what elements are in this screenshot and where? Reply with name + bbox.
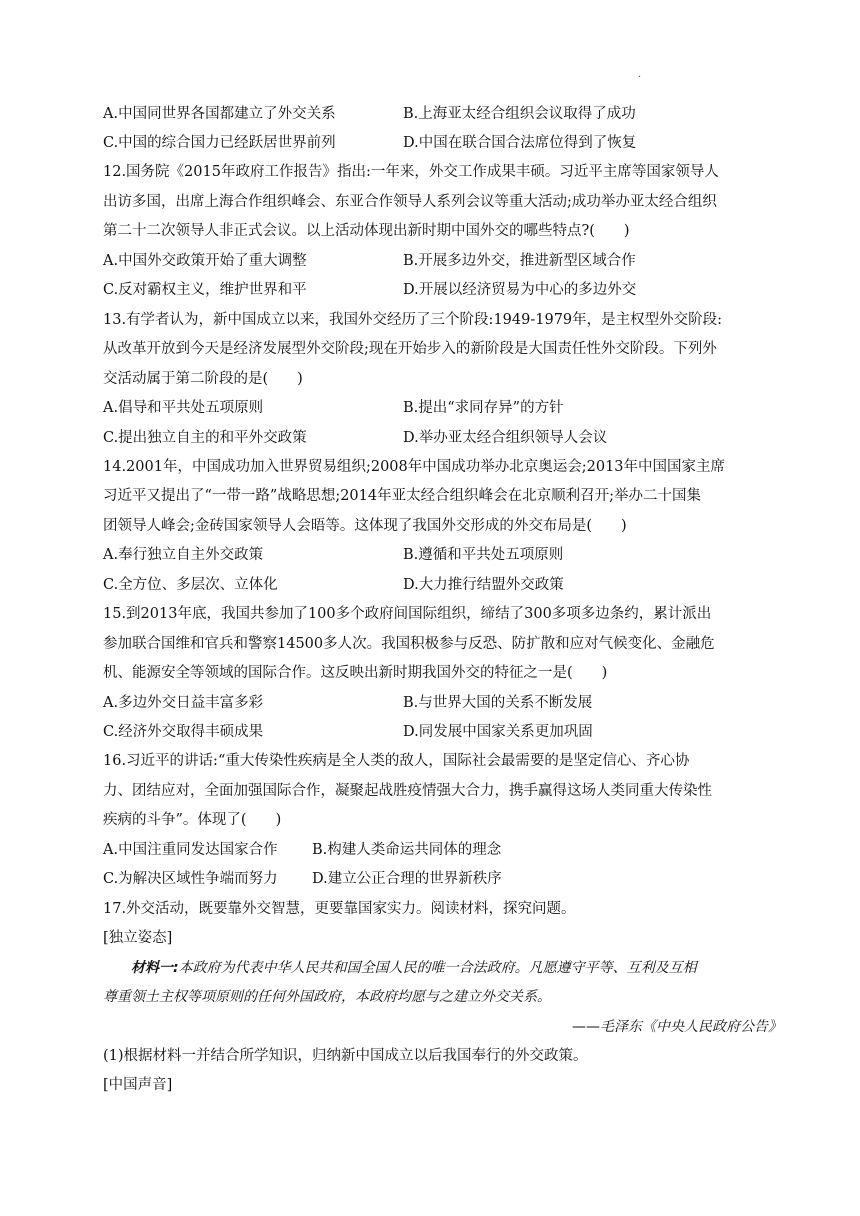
- q12-option-d: D.开展以经济贸易为中心的多边外交: [403, 282, 637, 298]
- q11-option-d: D.中国在联合国合法席位得到了恢复: [403, 135, 637, 151]
- q12-stem-line-3: 第二十二次领导人非正式会议。以上活动体现出新时期中国外交的哪些特点?( ): [103, 223, 630, 239]
- q13-option-c: C.提出独立自主的和平外交政策: [103, 430, 307, 446]
- section-heading-china-voice: [中国声音]: [103, 1077, 173, 1093]
- q12-option-a: A.中国外交政策开始了重大调整: [103, 253, 307, 269]
- q14-stem-line-1: 14.2001年，中国成功加入世界贸易组织;2008年中国成功举办北京奥运会;2013年中国国家主席: [103, 459, 726, 475]
- material-1-line-2: 尊重领土主权等项原则的任何外国政府，本政府均愿与之建立外交关系。: [103, 989, 551, 1005]
- q16-option-b: B.构建人类命运共同体的理念: [312, 842, 502, 858]
- q15-stem-line-2: 参加联合国维和官兵和警察14500多人次。我国积极参与反恐、防扩散和应对气候变化、金融危: [103, 636, 715, 652]
- q16-option-c: C.为解决区域性争端而努力: [103, 871, 278, 887]
- page-mark: ·: [638, 72, 642, 83]
- q15-stem-line-3: 机、能源安全等领域的国际合作。这反映出新时期我国外交的特征之一是( ): [103, 665, 608, 681]
- material-1-text: 本政府为代表中华人民共和国全国人民的唯一合法政府。凡愿遵守平等、互利及互相: [178, 960, 697, 976]
- q14-option-c: C.全方位、多层次、立体化: [103, 577, 278, 593]
- q15-option-a: A.多边外交日益丰富多彩: [103, 695, 264, 711]
- q14-option-b: B.遵循和平共处五项原则: [403, 547, 564, 563]
- q11-option-c: C.中国的综合国力已经跃居世界前列: [103, 135, 336, 151]
- q15-stem-line-1: 15.到2013年底，我国共参加了100多个政府间国际组织，缔结了300多项多边条约，累计派出: [103, 606, 712, 622]
- q14-stem-line-3: 团领导人峰会;金砖国家领导人会晤等。这体现了我国外交形成的外交布局是( ): [103, 518, 627, 534]
- q17-stem: 17.外交活动，既要靠外交智慧，更要靠国家实力。阅读材料，探究问题。: [103, 901, 576, 917]
- q12-option-b: B.开展多边外交，推进新型区域合作: [403, 253, 636, 269]
- q17-subquestion-1: (1)根据材料一并结合所学知识，归纳新中国成立以后我国奉行的外交政策。: [103, 1048, 588, 1064]
- q13-stem-line-2: 从改革开放到今天是经济发展型外交阶段;现在开始步入的新阶段是大国责任性外交阶段。下列外: [103, 341, 717, 357]
- section-heading-independent-stance: [独立姿态]: [103, 930, 173, 946]
- q15-option-b: B.与世界大国的关系不断发展: [403, 695, 593, 711]
- q12-stem-line-2: 出访多国，出席上海合作组织峰会、东亚合作领导人系列会议等重大活动;成功举办亚太经合组织: [103, 194, 717, 210]
- q14-option-a: A.奉行独立自主外交政策: [103, 547, 264, 563]
- q12-stem-line-1: 12.国务院《2015年政府工作报告》指出:一年来，外交工作成果丰硕。习近平主席等国家领导人: [103, 164, 719, 180]
- q14-stem-line-2: 习近平又提出了“一带一路”战略思想;2014年亚太经合组织峰会在北京顺利召开;举办二十国集: [103, 488, 701, 504]
- q13-stem-line-3: 交活动属于第二阶段的是( ): [103, 371, 303, 387]
- q13-stem-line-1: 13.有学者认为，新中国成立以来，我国外交经历了三个阶段:1949-1979年，是主权型外交阶段:: [103, 312, 723, 328]
- material-1-label: 材料一:: [131, 960, 179, 976]
- q14-option-d: D.大力推行结盟外交政策: [403, 577, 564, 593]
- q16-option-a: A.中国注重同发达国家合作: [103, 842, 278, 858]
- q13-option-d: D.举办亚太经合组织领导人会议: [403, 430, 608, 446]
- q15-option-c: C.经济外交取得丰硕成果: [103, 724, 264, 740]
- q15-option-d: D.同发展中国家关系更加巩固: [403, 724, 593, 740]
- q16-option-d: D.建立公正合理的世界新秩序: [312, 871, 502, 887]
- material-1-line-1: [103, 958, 811, 978]
- q11-option-a: A.中国同世界各国都建立了外交关系: [103, 106, 336, 122]
- material-1-source: ——毛泽东《中央人民政府公告》: [572, 1019, 782, 1035]
- q16-stem-line-3: 疾病的斗争”。体现了( ): [103, 812, 282, 828]
- q16-stem-line-1: 16.习近平的讲话:“重大传染性疾病是全人类的敌人，国际社会最需要的是坚定信心、齐心协: [103, 753, 690, 769]
- q12-option-c: C.反对霸权主义，维护世界和平: [103, 282, 307, 298]
- q13-option-b: B.提出“求同存异”的方针: [403, 400, 564, 416]
- q11-option-b: B.上海亚太经合组织会议取得了成功: [403, 106, 636, 122]
- q13-option-a: A.倡导和平共处五项原则: [103, 400, 264, 416]
- q16-stem-line-2: 力、团结应对，全面加强国际合作，凝聚起战胜疫情强大合力，携手赢得这场人类同重大传染性: [103, 783, 712, 799]
